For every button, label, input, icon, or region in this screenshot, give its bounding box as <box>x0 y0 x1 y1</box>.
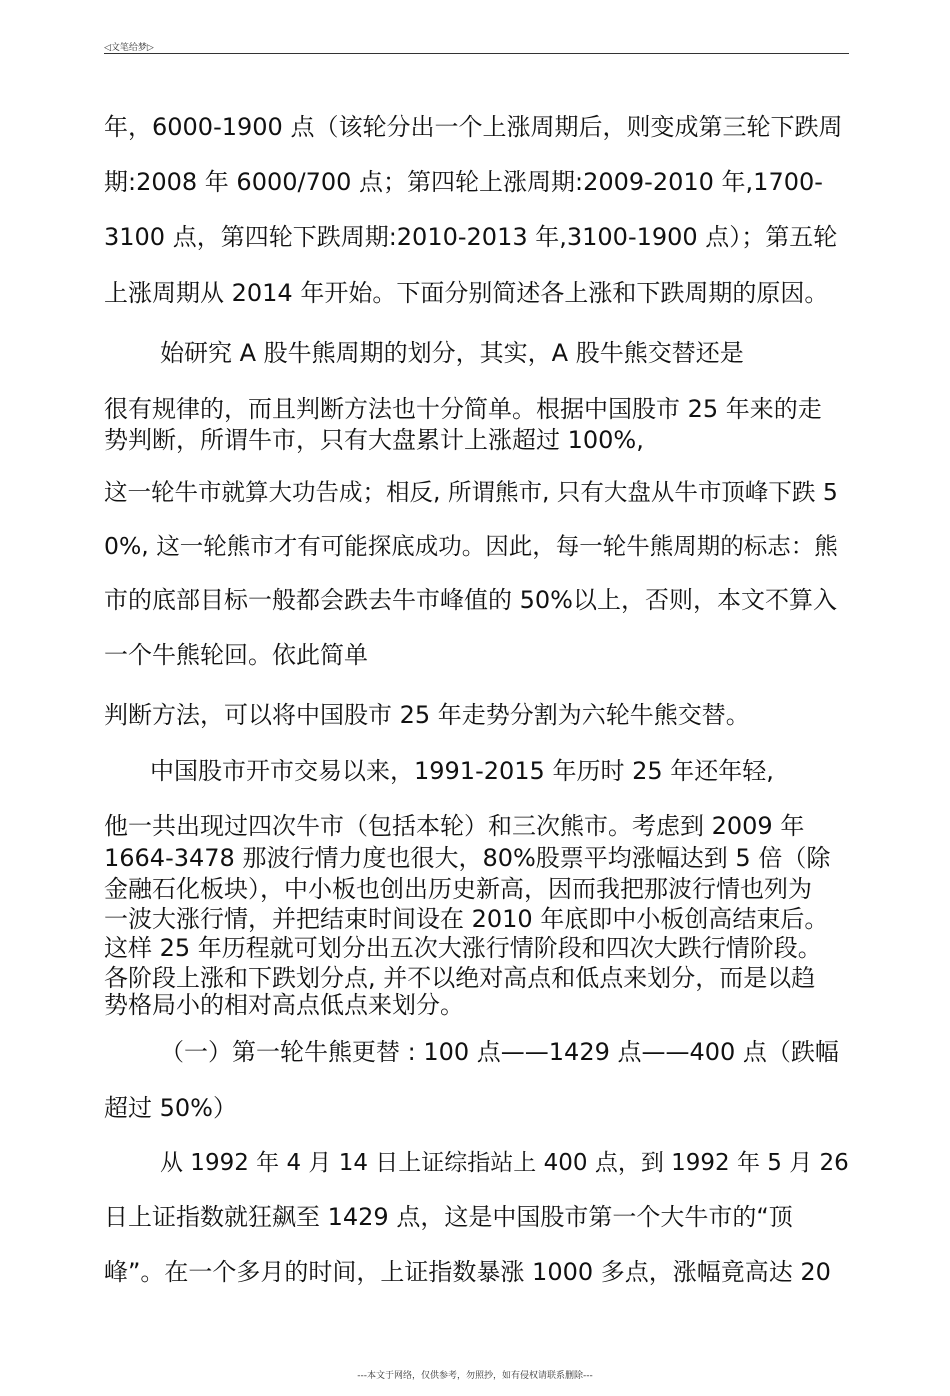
text-line: 峰”。在一个多月的时间，上证指数暴涨 1000 多点，涨幅竟高达 20 <box>104 1258 831 1286</box>
text-line: 3100 点，第四轮下跌周期:2010-2013 年,3100-1900 点）；第五轮 <box>104 223 838 251</box>
text-line: 他一共出现过四次牛市（包括本轮）和三次熊市。考虑到 2009 年 <box>104 812 805 840</box>
text-line: 一个牛熊轮回。依此简单 <box>104 641 368 669</box>
text-line: 各阶段上涨和下跌划分点, 并不以绝对高点和低点来划分，而是以趋 <box>104 964 816 992</box>
text-line: 市的底部目标一般都会跌去牛市峰值的 50%以上，否则，本文不算入 <box>104 586 837 614</box>
text-line: 超过 50%） <box>104 1094 237 1122</box>
footer-disclaimer: ---本文于网络，仅供参考，勿照抄，如有侵权请联系删除--- <box>357 1371 593 1381</box>
text-line: 从 1992 年 4 月 14 日上证综指站上 400 点，到 1992 年 5 月 26 <box>160 1150 849 1176</box>
text-line: 日上证指数就狂飙至 1429 点，这是中国股市第一个大牛市的“顶 <box>104 1203 793 1231</box>
text-line: 势格局小的相对高点低点来划分。 <box>104 991 464 1019</box>
text-line: 年，6000-1900 点（该轮分出一个上涨周期后，则变成第三轮下跌周 <box>104 113 843 141</box>
text-line: 始研究 A 股牛熊周期的划分，其实，A 股牛熊交替还是 <box>160 339 744 367</box>
text-line: 中国股市开市交易以来，1991-2015 年历时 25 年还年轻, <box>150 757 774 785</box>
text-line: 金融石化板块），中小板也创出历史新高，因而我把那波行情也列为 <box>104 875 812 903</box>
text-line: 判断方法，可以将中国股市 25 年走势分割为六轮牛熊交替。 <box>104 701 750 729</box>
text-line: 0%, 这一轮熊市才有可能探底成功。因此，每一轮牛熊周期的标志：熊 <box>104 532 838 560</box>
text-line: 期:2008 年 6000/700 点；第四轮上涨周期:2009-2010 年,1700- <box>104 168 823 196</box>
header-divider <box>104 53 849 54</box>
text-line: 这一轮牛市就算大功告成；相反, 所谓熊市, 只有大盘从牛市顶峰下跌 5 <box>104 478 838 506</box>
text-line: 1664-3478 那波行情力度也很大，80%股票平均涨幅达到 5 倍（除 <box>104 844 831 872</box>
text-line: （一）第一轮牛熊更替 : 100 点——1429 点——400 点（跌幅 <box>160 1038 839 1066</box>
text-line: 一波大涨行情，并把结束时间设在 2010 年底即中小板创高结束后。 <box>104 905 829 933</box>
text-line: 这样 25 年历程就可划分出五次大涨行情阶段和四次大跌行情阶段。 <box>104 934 822 962</box>
text-line: 上涨周期从 2014 年开始。下面分别简述各上涨和下跌周期的原因。 <box>104 279 829 307</box>
text-line: 很有规律的，而且判断方法也十分简单。根据中国股市 25 年来的走 <box>104 395 822 423</box>
header-mark: ◁文笔给梦▷ <box>104 43 154 53</box>
text-line: 势判断，所谓牛市，只有大盘累计上涨超过 100%, <box>104 426 644 454</box>
